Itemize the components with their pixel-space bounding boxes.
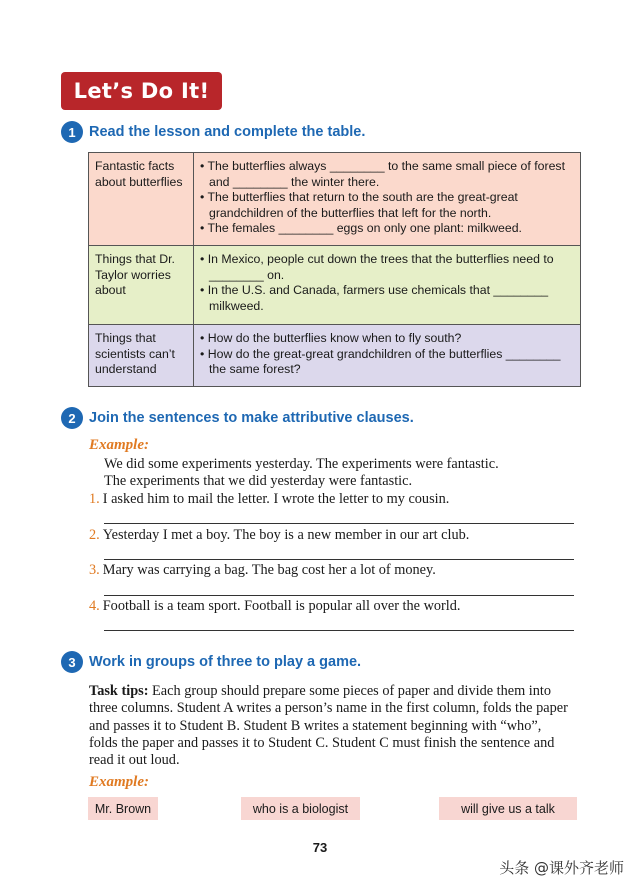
bullet-item: • The butterflies that return to the south are the great-great grandchildren of the butterflies that left for the north. [200, 190, 518, 220]
example-answer: The experiments that we did yesterday were fantastic. [104, 473, 413, 489]
item-number: 2. [89, 527, 100, 543]
facts-table [88, 152, 581, 387]
example-pill-who: who is a biologist [241, 797, 360, 820]
item-text: Mary was carrying a bag. The bag cost her a lot of money. [102, 562, 436, 578]
example-pill-end: will give us a talk [439, 797, 577, 820]
row-label: Fantastic facts about butterflies [89, 153, 194, 246]
task-tips-text: Each group should prepare some pieces of paper and divide them into three columns. Student A writes a person’s name in the first column, folds the paper and passes it to Student B. Student B writes a statement beginning with “who”, folds the paper and passes it to Student C. Student C must finish the sentence and read it out loud. [89, 683, 568, 769]
table-row [89, 153, 581, 246]
exercise-item-4 [89, 598, 461, 615]
item-text: Football is a team sport. Football is popular all over the world. [102, 598, 461, 614]
bullet-item: • The females ________ eggs on only one plant: milkweed. [200, 221, 522, 236]
section-1-heading [61, 121, 365, 143]
item-number: 1. [89, 491, 100, 507]
answer-line-3[interactable] [104, 595, 574, 596]
table-row [89, 246, 581, 325]
example-sentence: We did some experiments yesterday. The experiments were fantastic. [104, 456, 499, 472]
section-3-number: 3 [61, 651, 83, 673]
exercise-item-2 [89, 527, 469, 544]
item-text: Yesterday I met a boy. The boy is a new member in our art club. [102, 527, 470, 543]
row-label: Things that Dr. Taylor worries about [89, 246, 194, 325]
answer-line-2[interactable] [104, 559, 574, 560]
bullet-item: • How do the great-great grandchildren of the butterflies ________ the same forest? [200, 346, 561, 377]
lets-do-it-banner: Let’s Do It! [61, 72, 222, 110]
bullet-item: • The butterflies always ________ to the same small piece of forest and ________ the winter there. [200, 159, 565, 189]
section-2-heading [61, 407, 414, 429]
table-row [89, 325, 581, 387]
example-pill-name: Mr. Brown [88, 797, 158, 820]
section-3-heading [61, 651, 361, 673]
bullet-item: • How do the butterflies know when to fly south? [200, 331, 462, 345]
item-number: 3. [89, 562, 100, 578]
bullet-item: • In Mexico, people cut down the trees that the butterflies need to ________ on. [200, 252, 554, 282]
example-label: Example: [89, 437, 149, 453]
row-content [194, 246, 581, 325]
example-label-2: Example: [89, 774, 149, 790]
row-content [194, 153, 581, 246]
row-label: Things that scientists can’t understand [89, 325, 194, 387]
answer-line-1[interactable] [104, 523, 574, 524]
exercise-item-1 [89, 491, 449, 508]
page-number: 73 [312, 840, 328, 855]
section-1-title: Read the lesson and complete the table. [89, 124, 366, 140]
section-1-number: 1 [61, 121, 83, 143]
item-text: I asked him to mail the letter. I wrote the letter to my cousin. [102, 491, 450, 507]
row-content [194, 325, 581, 387]
section-3-title: Work in groups of three to play a game. [89, 654, 362, 670]
task-tips-label: Task tips: [89, 683, 149, 699]
watermark: 头条 @课外齐老师 [499, 859, 624, 877]
item-number: 4. [89, 598, 100, 614]
exercise-item-3 [89, 562, 436, 579]
section-2-title: Join the sentences to make attributive clauses. [89, 410, 414, 426]
task-tips [89, 683, 573, 769]
answer-line-4[interactable] [104, 630, 574, 631]
bullet-item: • In the U.S. and Canada, farmers use chemicals that ________ milkweed. [200, 283, 549, 313]
section-2-number: 2 [61, 407, 83, 429]
